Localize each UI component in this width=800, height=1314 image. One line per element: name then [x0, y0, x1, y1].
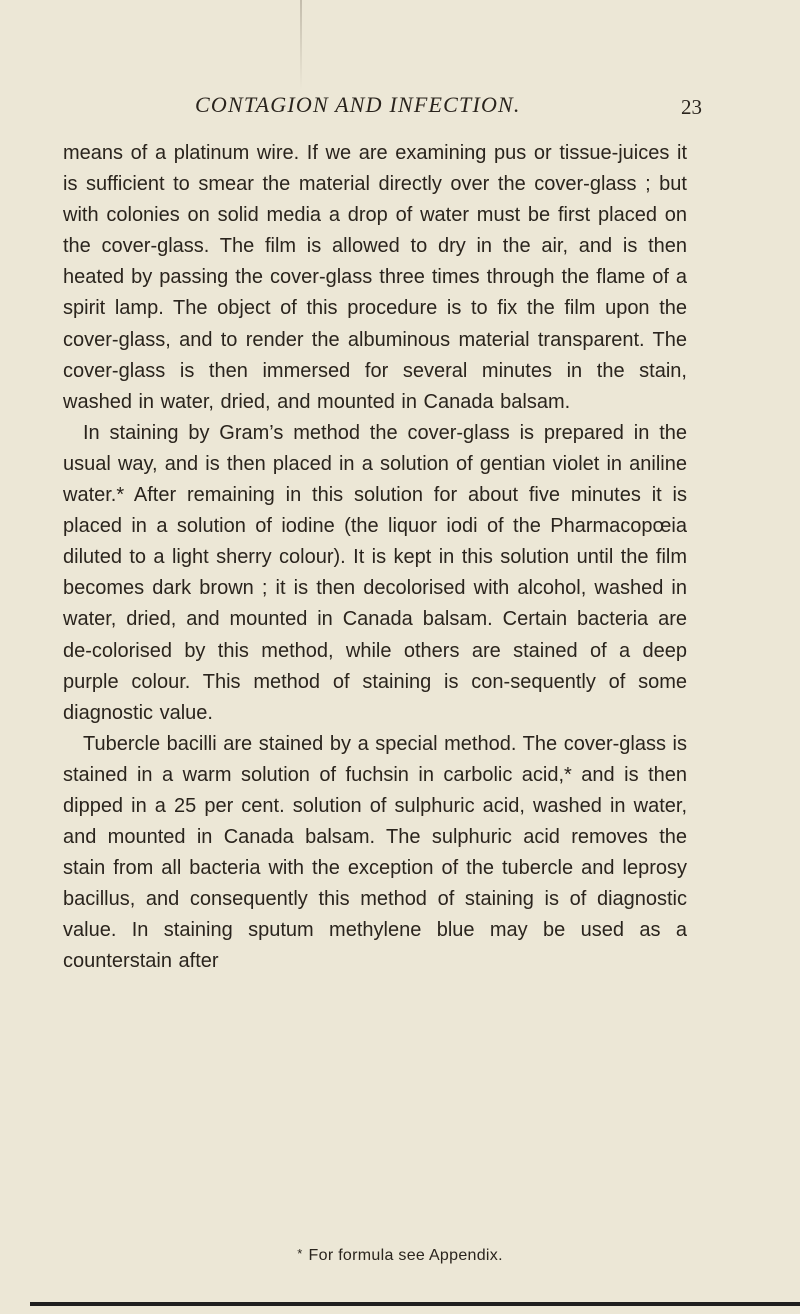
- paragraph-2: In staining by Gram’s method the cover-glass is prepared in the usual way, and is then placed in a solution of gentian violet in aniline water.* After remaining in this solution for about five minutes it is placed in a solution of iodine (the liquor iodi of the Pharmacopœia diluted to a light sherry colour). It is kept in this solution until the film becomes dark brown ; it is then decolorised with alcohol, washed in water, dried, and mounted in Canada balsam. Certain bacteria are de-colorised by this method, while others are stained of a deep purple colour. This method of staining is con-sequently of some diagnostic value.: [63, 421, 687, 724]
- paragraph-3: Tubercle bacilli are stained by a special method. The cover-glass is stained in a warm solution of fuchsin in carbolic acid,* and is then dipped in a 25 per cent. solution of sulphuric acid, washed in water, and mounted in Canada balsam. The sulphuric acid removes the stain from all bacteria with the exception of the tubercle and leprosy bacillus, and consequently this method of staining is of diagnostic value. In staining sputum methylene blue may be used as a counterstain after: [63, 732, 687, 973]
- page-number: 23: [681, 95, 702, 119]
- paragraph-1: means of a platinum wire. If we are examining pus or tissue-juices it is sufficient to smear the material directly over the cover-glass ; but with colonies on solid media a drop of water must be first placed on the cover-glass. The film is allowed to dry in the air, and is then heated by passing the cover-glass three times through the flame of a spirit lamp. The object of this procedure is to fix the film upon the cover-glass, and to render the albuminous material transparent. The cover-glass is then immersed for several minutes in the stain, washed in water, dried, and mounted in Canada balsam.: [63, 142, 687, 413]
- bottom-edge-rule: [30, 1302, 800, 1306]
- page-fold-shadow: [300, 0, 302, 90]
- running-title: CONTAGION AND INFECTION.: [195, 92, 521, 117]
- footnote: [0, 1246, 800, 1265]
- body-text: [63, 138, 687, 978]
- footnote-text: For formula see Appendix.: [308, 1247, 503, 1264]
- footnote-mark: *: [297, 1246, 303, 1261]
- running-head: [0, 92, 800, 122]
